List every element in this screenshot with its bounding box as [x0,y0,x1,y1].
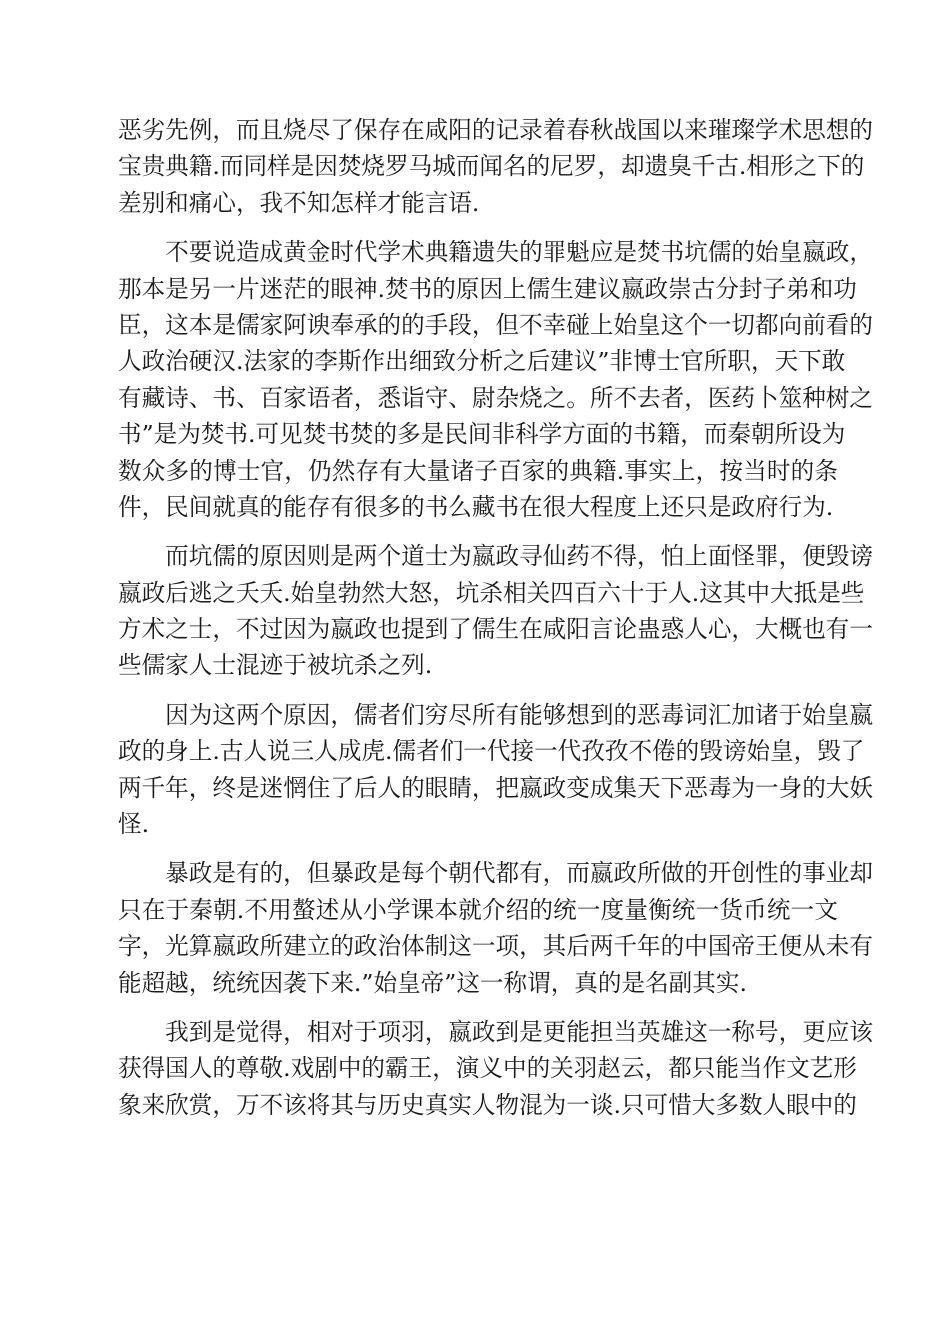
text-line: 不要说造成黄金时代学术典籍遗失的罪魁应是焚书坑儒的始皇嬴政， [118,238,873,267]
article-body [118,112,873,1136]
text-line: 象来欣赏，万不该将其与历史真实人物混为一谈.只可惜大多数人眼中的 [118,1090,857,1119]
text-line: 人政治硬汉.法家的李斯作出细致分析之后建议”非博士官所职，天下敢 [118,347,846,376]
text-line: 获得国人的尊敬.戏剧中的霸王，演义中的关羽赵云，都只能当作文艺形 [118,1054,857,1083]
text-line: 嬴政后逃之夭夭.始皇勃然大怒，坑杀相关四百六十于人.这其中大抵是些 [118,578,865,607]
paragraph-6 [118,1014,873,1123]
text-line: 只在于秦朝.不用螯述从小学课本就介绍的统一度量衡统一货币统一文 [118,895,838,924]
text-line: 恶劣先例，而且烧尽了保存在咸阳的记录着春秋战国以来璀璨学术思想的 [118,116,873,144]
text-line: 那本是另一片迷茫的眼神.焚书的原因上儒生建议嬴政崇古分封子弟和功 [118,274,857,303]
text-line: 数众多的博士官，仍然存有大量诸子百家的典籍.事实上，按当时的条 [118,456,838,485]
text-line: 些儒家人士混迹于被坑杀之列. [118,651,433,680]
text-line: 方术之士，不过因为嬴政也提到了儒生在咸阳言论蛊惑人心，大概也有一 [118,615,873,644]
text-line: 怪. [118,810,150,839]
text-line: 我到是觉得，相对于项羽，嬴政到是更能担当英雄这一称号，更应该 [118,1017,873,1046]
text-line: 臣，这本是儒家阿谀奉承的的手段，但不幸碰上始皇这个一切都向前看的 [118,310,873,339]
paragraph-1 [118,112,873,221]
text-line: 而坑儒的原因则是两个道士为嬴政寻仙药不得，怕上面怪罪，便毁谤 [118,542,873,571]
text-line: 书”是为焚书.可见焚书焚的多是民间非科学方面的书籍，而秦朝所设为 [118,420,846,449]
text-line: 政的身上.古人说三人成虎.儒者们一代接一代孜孜不倦的毁谤始皇，毁了 [118,737,865,766]
text-line: 件，民间就真的能存有很多的书么藏书在很大程度上还只是政府行为. [118,492,834,521]
text-line: 暴政是有的，但暴政是每个朝代都有，而嬴政所做的开创性的事业却 [118,859,873,888]
paragraph-5 [118,855,873,1001]
text-line: 差别和痛心，我不知怎样才能言语. [118,188,480,217]
text-line: 因为这两个原因，儒者们穷尽所有能够想到的恶毒词汇加诸于始皇嬴 [118,700,873,729]
text-line: 两千年，终是迷惘住了后人的眼睛，把嬴政变成集天下恶毒为一身的大妖 [118,773,873,802]
text-line: 有藏诗、书、百家语者，悉诣守、尉杂烧之。所不去者，医药卜筮种树之 [118,383,873,412]
text-line: 字，光算嬴政所建立的政治体制这一项，其后两千年的中国帝王便从未有 [118,932,873,961]
text-line: 能超越，统统因袭下来.”始皇帝”这一称谓，真的是名副其实. [118,968,747,997]
paragraph-4 [118,697,873,843]
paragraph-2 [118,234,873,525]
text-line: 宝贵典籍.而同样是因焚烧罗马城而闻名的尼罗，却遗臭千古.相形之下的 [118,152,865,181]
paragraph-3 [118,538,873,684]
